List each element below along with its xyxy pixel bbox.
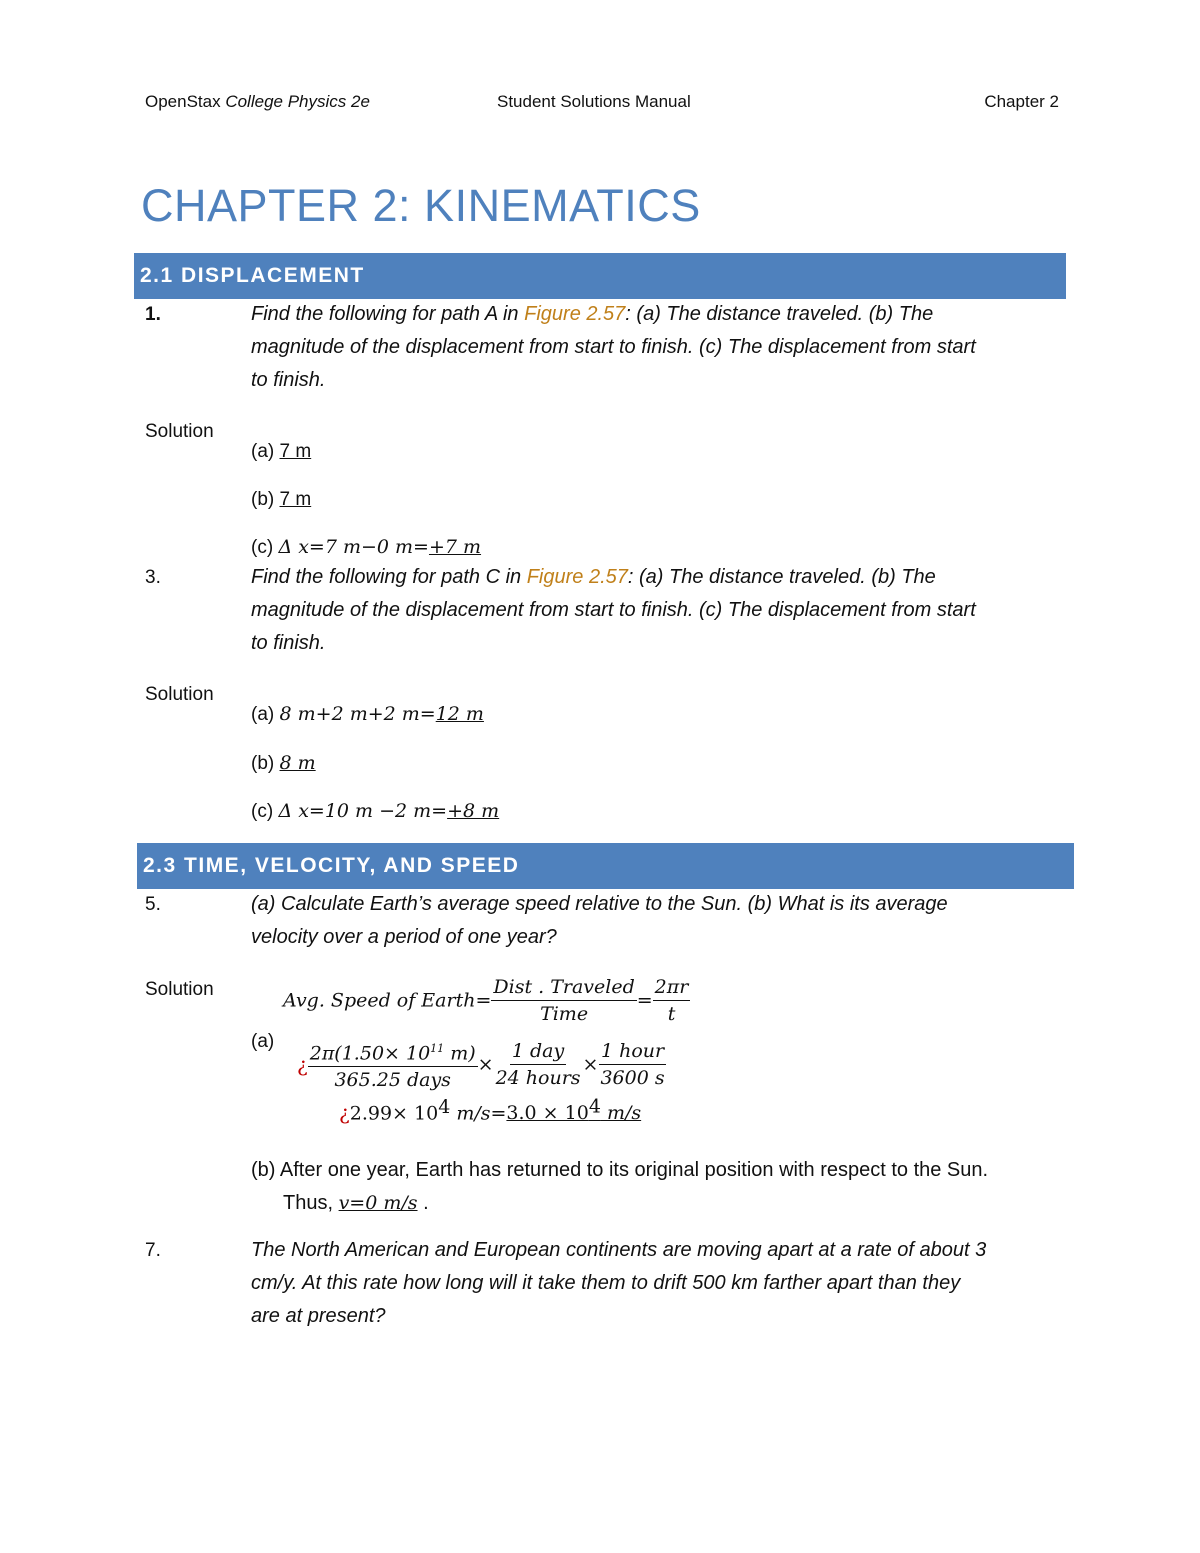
fraction (491, 974, 636, 1027)
question-line: cm/y. At this rate how long will it take them to drift 500 km farther apart than they (251, 1272, 961, 1294)
question-line: magnitude of the displacement from start to finish. (c) The displacement from start (251, 599, 976, 621)
math-expression: 2π(1.50× 10 (309, 1042, 431, 1065)
question-text: : (a) The distance traveled. (b) The (625, 303, 934, 325)
answer-label: (b) (251, 753, 280, 774)
render-marker: ¿ (339, 1100, 350, 1125)
fraction-numerator: Dist . Traveled (491, 974, 636, 1001)
answer-line: (b) After one year, Earth has returned to its original position with respect to the Sun. (251, 1159, 989, 1181)
question-line (251, 561, 1051, 594)
question-text: Find the following for path A in (251, 303, 525, 325)
header-center: Student Solutions Manual (497, 92, 691, 111)
question-line: The North American and European continents are moving apart at a rate of about 3 (251, 1239, 987, 1261)
math-operator: × (477, 1053, 494, 1076)
question-line: to finish. (251, 369, 326, 391)
math-expression: Δ x=7 m−0 m= (278, 536, 429, 558)
math-expression: 8 m+2 m+2 m= (279, 703, 436, 725)
fraction-denominator: 365.25 days (334, 1069, 451, 1092)
header-left-plain: OpenStax (145, 92, 226, 111)
question-text: : (a) The distance traveled. (b) The (627, 566, 936, 588)
answer-label: (a) (251, 441, 280, 462)
answer-text: . (417, 1192, 429, 1214)
answer-a (251, 441, 311, 463)
header-right: Chapter 2 (984, 92, 1059, 111)
answer-value: 7 m (279, 489, 312, 510)
chapter-title: CHAPTER 2: KINEMATICS (141, 180, 701, 231)
answer-value: 8 m (279, 752, 316, 774)
problem-question (251, 561, 1051, 660)
math-expression: m/s= (450, 1102, 507, 1125)
answer-c (251, 800, 499, 823)
solution-label: Solution (145, 979, 214, 1000)
math-exponent: 11 (430, 1042, 445, 1055)
equation-speed-definition (283, 974, 690, 1027)
math-operator: × (582, 1053, 599, 1076)
answer-a (251, 703, 484, 726)
equation-speed-computation (297, 1036, 667, 1093)
math-expression: Avg. Speed of Earth= (283, 989, 492, 1012)
header-left (145, 92, 370, 112)
answer-a-label: (a) (251, 1031, 275, 1052)
answer-c (251, 536, 481, 559)
problem-question (251, 888, 1051, 954)
answer-label: (c) (251, 537, 279, 558)
fraction-denominator: 24 hours (495, 1067, 581, 1090)
question-line: velocity over a period of one year? (251, 926, 557, 948)
fraction-numerator: 1 hour (599, 1038, 666, 1065)
problem-question (251, 1234, 1051, 1333)
answer-value: 12 m (435, 703, 484, 725)
fraction-numerator: 1 day (510, 1038, 566, 1065)
math-expression: 2.99× 10 (349, 1102, 439, 1125)
problem-number: 1. (145, 304, 161, 325)
fraction (308, 1036, 478, 1093)
section-heading-time-velocity-speed: 2.3 TIME, VELOCITY, AND SPEED (137, 843, 1074, 889)
fraction (653, 974, 691, 1027)
equation-speed-result (339, 1096, 641, 1124)
solution-label: Solution (145, 684, 214, 705)
answer-value: +8 m (447, 800, 500, 822)
figure-link[interactable]: Figure 2.57 (526, 566, 628, 588)
answer-value: 7 m (279, 441, 312, 462)
header-left-italic: College Physics 2e (225, 92, 370, 111)
render-marker: ¿ (297, 1052, 308, 1077)
problem-number: 5. (145, 894, 161, 915)
answer-b (251, 1154, 1071, 1220)
question-line (251, 298, 1051, 331)
fraction-numerator (308, 1036, 478, 1067)
fraction-numerator: 2πr (653, 974, 691, 1001)
answer-label: (b) (251, 489, 280, 510)
math-expression: m/s (600, 1102, 642, 1125)
problem-question (251, 298, 1051, 397)
math-operator: = (636, 989, 653, 1012)
answer-b (251, 489, 311, 511)
answer-text: Thus, (283, 1192, 339, 1214)
answer-label: (a) (251, 704, 280, 725)
figure-link[interactable]: Figure 2.57 (524, 303, 626, 325)
problem-number: 7. (145, 1240, 161, 1261)
fraction-denominator: 3600 s (600, 1067, 665, 1090)
fraction-denominator: t (667, 1003, 676, 1025)
question-line: are at present? (251, 1305, 386, 1327)
fraction (494, 1038, 583, 1091)
question-text: Find the following for path C in (251, 566, 527, 588)
answer-label: (c) (251, 801, 279, 822)
solution-label: Solution (145, 421, 214, 442)
question-line: magnitude of the displacement from start to finish. (c) The displacement from start (251, 336, 976, 358)
answer-value (506, 1096, 642, 1125)
math-exponent: 4 (438, 1096, 451, 1118)
problem-number: 3. (145, 567, 161, 588)
fraction-denominator: Time (540, 1003, 589, 1025)
math-expression: m) (444, 1042, 476, 1065)
fraction (598, 1038, 666, 1091)
math-expression: 3.0 × 10 (506, 1102, 589, 1125)
math-expression: Δ x=10 m −2 m= (278, 800, 448, 822)
math-exponent: 4 (588, 1096, 601, 1118)
question-line: to finish. (251, 632, 326, 654)
answer-value: v=0 m/s (338, 1192, 418, 1214)
section-heading-displacement: 2.1 DISPLACEMENT (134, 253, 1066, 299)
answer-line (251, 1187, 1071, 1220)
question-line: (a) Calculate Earth’s average speed relative to the Sun. (b) What is its average (251, 893, 948, 915)
answer-value: +7 m (428, 536, 482, 558)
answer-b (251, 752, 316, 775)
